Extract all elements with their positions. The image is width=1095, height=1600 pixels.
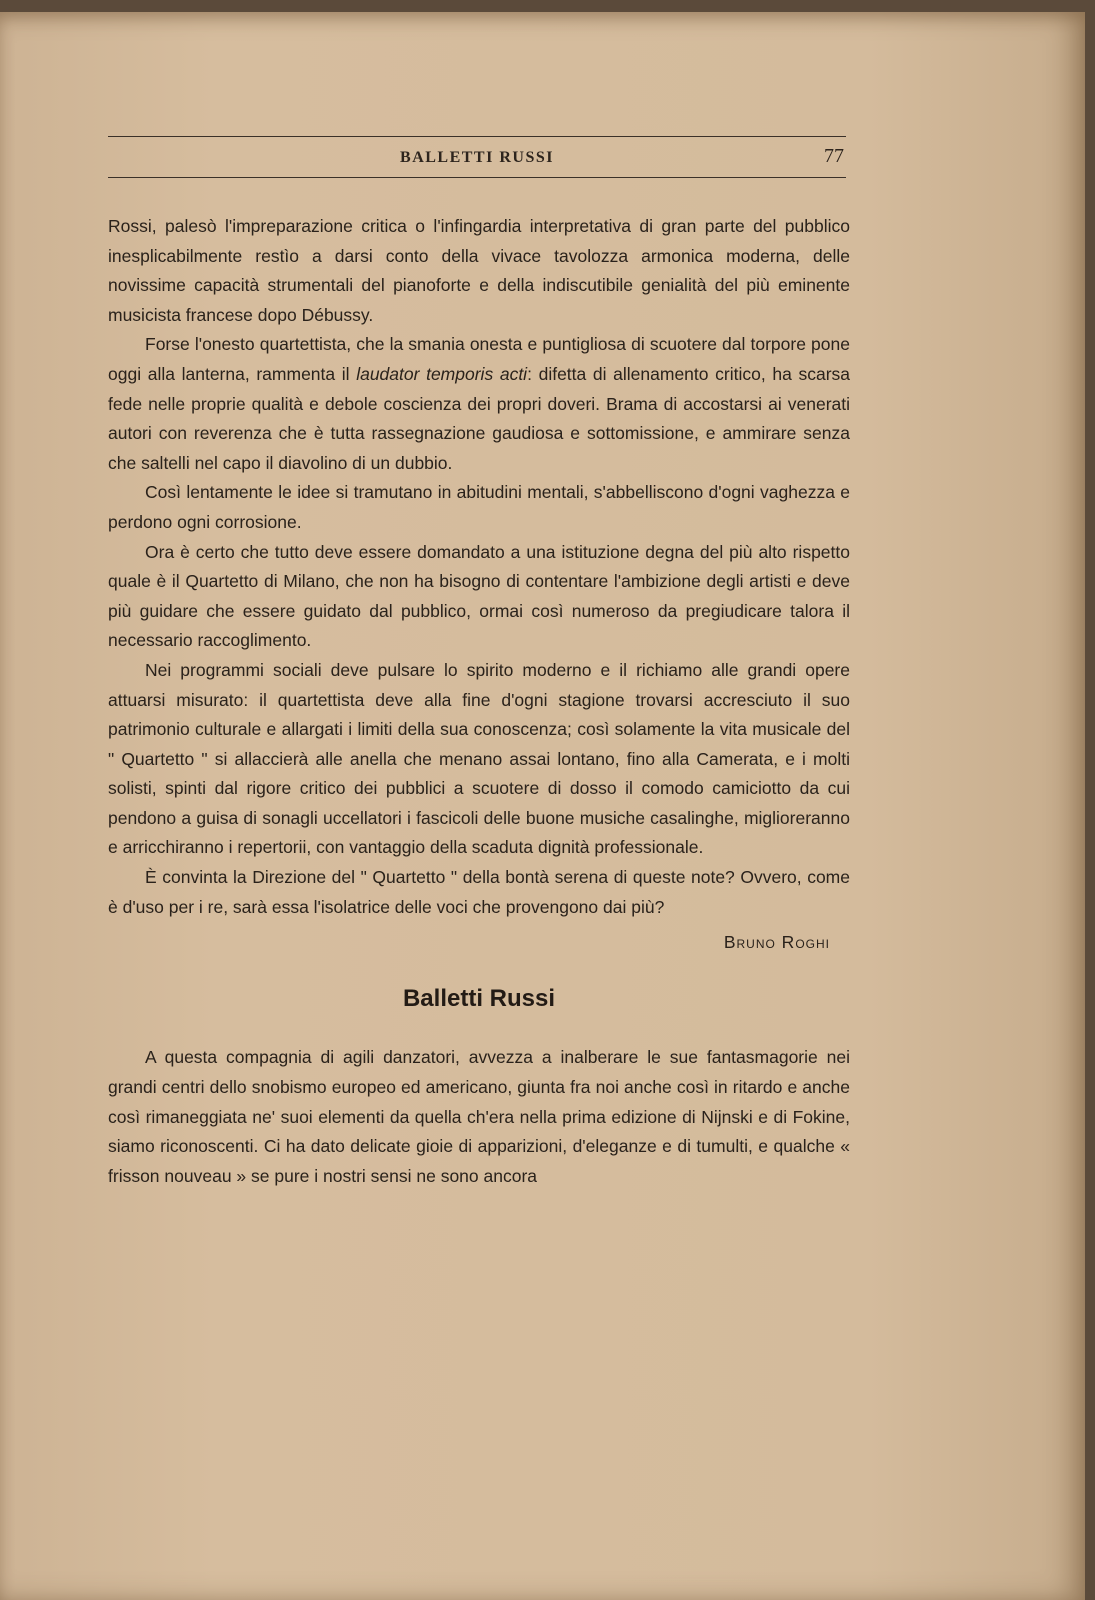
paragraph: Nei programmi sociali deve pulsare lo spirito moderno e il richiamo alle grandi opere attuarsi misurato: il quartettista deve alla fine d'ogni stagione trovarsi accresciuto il suo patrimonio culturale e allargati i limiti della sua conoscenza; così solamente la vita musicale del " Quartetto " si allaccierà alle anella che menano assai lontano, fino alla Camerata, e i molti solisti, spinti dal rigore critico dei pubblici a scuotere di dosso il comodo camiciotto da cui pendono a guisa di sonagli uccellatori i fascicoli delle buone musiche casalinghe, miglioreranno e arricchiranno i repertorii, con vantaggio della scaduta dignità professionale. — [108, 659, 850, 858]
running-header — [108, 136, 846, 178]
paragraph: È convinta la Direzione del " Quartetto " della bontà serena di queste note? Ovvero, come è d'uso per i re, sarà essa l'isolatrice delle voci che provengono dai più? — [108, 867, 850, 917]
header-row — [108, 137, 846, 173]
paragraph: Così lentamente le idee si tramutano in abitudini mentali, s'abbelliscono d'ogni vaghezza e perdono ogni corrosione. — [108, 482, 850, 532]
section-heading: Balletti Russi — [402, 984, 556, 1012]
paragraph-text: Forse l'onesto quartettista, che la smania onesta e puntigliosa di scuotere dal torpore pone oggi alla lanterna, rammenta il — [108, 334, 850, 384]
page-number: 77 — [824, 145, 844, 167]
paragraph: Ora è certo che tutto deve essere domandato a una istituzione degna del più alto rispetto quale è il Quartetto di Milano, che non ha bisogno di contentare l'ambizione degli artisti e deve più guidare che essere guidato dal pubblico, ormai così numeroso da pregiudicare talora il necessario raccoglimento. — [108, 541, 850, 651]
running-title: BALLETTI RUSSI — [400, 149, 554, 166]
author-signature: Bruno Roghi — [723, 932, 830, 953]
paragraph — [108, 330, 850, 478]
paragraph: A questa compagnia di agili danzatori, avvezza a inalberare le sue fantasmagorie nei grandi centri dello snobismo europeo ed americano, giunta fra noi anche così in ritardo e anche così rimaneggiata ne' suoi elementi da quella ch'era nella prima edizione di Nijnski e di Fokine, siamo riconoscenti. Ci ha dato delicate gioie di apparizioni, d'eleganze e di tumulti, e qualche « frisson nouveau » se pure i nostri sensi ne sono ancora — [108, 1047, 850, 1186]
paragraph-text: : difetta di allenamento critico, ha scarsa fede nelle proprie qualità e debole coscienza dei propri doveri. Brama di accostarsi ai venerati autori con reverenza che è tutta rassegnazione gaudiosa e sottomissione, e ammirare senza che saltelli nel capo il diavolino di un dubbio. — [108, 363, 850, 473]
book-page — [0, 12, 1085, 1600]
latin-phrase: laudator temporis acti — [356, 363, 528, 384]
header-rule-bottom — [108, 177, 846, 178]
paragraph: Rossi, palesò l'impreparazione critica o l'infingardia interpretativa di gran parte del pubblico inesplicabilmente restìo a darsi conto della vivace tavolozza armonica moderna, delle novissime capacità strumentali del pianoforte e della indiscutibile genialità del più eminente musicista francese dopo Débussy. — [108, 216, 850, 325]
page-body — [108, 212, 850, 1191]
